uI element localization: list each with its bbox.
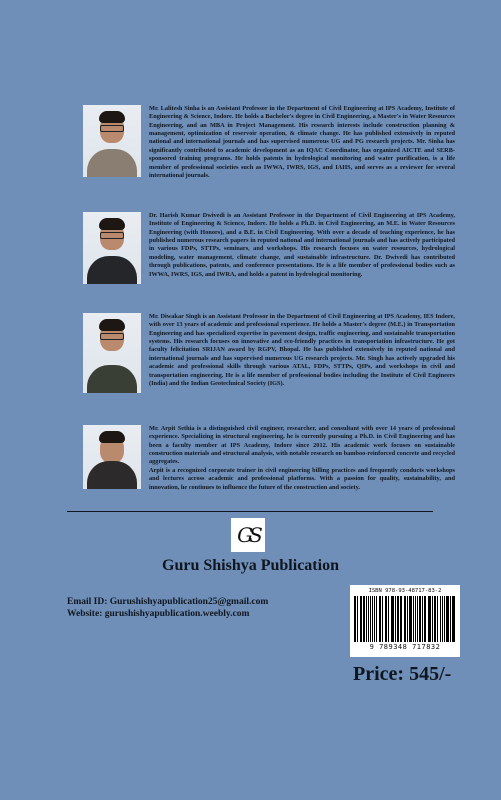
barcode-bar xyxy=(386,596,387,642)
barcode-bar xyxy=(382,596,384,642)
barcode-bar xyxy=(392,596,393,642)
barcode-bar xyxy=(400,596,402,642)
barcode-bar xyxy=(370,596,371,642)
barcode-bar xyxy=(357,596,358,642)
author-bio-harish-kumar-dwivedi xyxy=(83,212,455,284)
publisher-email: Email ID: Gurushishyapublication25@gmail.com xyxy=(67,597,269,607)
barcode-bars xyxy=(354,596,456,642)
barcode-bar xyxy=(454,596,455,642)
barcode-bar xyxy=(411,596,412,642)
barcode-bar xyxy=(448,596,449,642)
author-photo-lalitesh-sinha xyxy=(83,105,141,177)
price: Price: 545/- xyxy=(353,663,452,685)
barcode-bar xyxy=(437,596,438,642)
barcode-bar xyxy=(405,596,406,642)
barcode-bar xyxy=(424,596,425,642)
barcode-bar xyxy=(398,596,399,642)
author-bio-text-continued: Arpit is a recognized corporate trainer in civil engineering billing practices and frequently conducts workshops and lectures across academic and professional platforms. With a passion for quality, sustainability, and innovation, he continues to influence the future of the construction and society. xyxy=(149,466,455,491)
publisher-contact xyxy=(67,596,268,621)
barcode-bar xyxy=(435,596,436,642)
barcode-bar xyxy=(413,596,414,642)
section-divider xyxy=(67,511,433,512)
barcode-bar xyxy=(425,596,426,642)
barcode-bar xyxy=(361,596,362,642)
author-photo-arpit-sethia xyxy=(83,425,141,489)
author-bio-text: Mr. Arpit Sethia is a distinguished civil engineer, researcher, and consultant with over 14 years of professional experience. Specializing in structural engineering, he is currently pursuing a Ph.D. in Civil Engineering and has been a faculty member at IPS Academy, Indore since 2012. His academic work focuses on sustainable construction materials and structural analysis, with notable research on bamboo-reinforced concrete and recycled aggregates. xyxy=(149,425,455,466)
barcode-bar xyxy=(417,596,418,642)
publisher-logo: GS xyxy=(231,518,265,552)
author-bio-arpit-sethia xyxy=(83,425,455,492)
author-bio-text: Mr. Lalitesh Sinha is an Assistant Professor in the Department of Civil Engineering at IPS Academy, Institute of Engineering & Science, Indore. He holds a Bachelor's degree in Civil Engineering, a Master's in Water Resources Engineering, and an MBA in Project Management. His research interests include construction planning & management, optimization of reservoir operation, & climate change. He has published extensively in reputed national and international journals and has supervised numerous UG and PG research projects. Mr. Sinha has significantly contributed to academic development as an IQAC Coordinator, has organized AICTE and SERB-sponsored training programs. He holds patents in hydrological monitoring and water purification, is a life member of professional societies such as IWWA, IWRS, IGS, and IAHS, and serves as a reviewer for several international journals. xyxy=(149,105,455,179)
author-bio-text: Mr. Diwakar Singh is an Assistant Professor in the Department of Civil Engineering at IPS Academy, IES Indore, with over 13 years of academic and professional experience. He holds a Master's degree (M.E.) in Transportation Engineering and has specialized expertise in pavement design, traffic engineering, and sustainable transportation systems. His research focuses on innovative and eco-friendly practices in transportation infrastructure. He got faculty felicitation SRIJAN award by RGPV, Bhopal. He has published extensively in reputed national and international journals and has supervised numerous UG research projects. Mr. Singh has actively upgraded his academic and professional skills through various ATAL, FDPs, STTPs, QIPs, and workshops in civil and transportation engineering. He is a life member of professional bodies including the Institute of Civil Engineers (India) and the Indian Geotechnical Society (IGS). xyxy=(149,313,455,387)
publisher-name: Guru Shishya Publication xyxy=(162,557,339,574)
barcode-bar xyxy=(380,596,381,642)
isbn-label: ISBN 978-93-48717-83-2 xyxy=(368,588,442,594)
barcode-bar xyxy=(395,596,396,642)
author-photo-harish-kumar-dwivedi xyxy=(83,212,141,284)
barcode-bar xyxy=(363,596,365,642)
author-bio-lalitesh-sinha xyxy=(83,105,455,180)
barcode-bar xyxy=(432,596,433,642)
author-bio-diwakar-singh xyxy=(83,313,455,393)
isbn-barcode xyxy=(350,585,460,657)
barcode-bar xyxy=(429,596,430,642)
barcode-number: 9 789348 717832 xyxy=(369,643,441,651)
barcode-bar xyxy=(388,596,389,642)
barcode-bar xyxy=(374,596,375,642)
author-bio-text: Dr. Harish Kumar Dwivedi is an Assistant Professor in the Department of Civil Engineering at IPS Academy, Institute of Engineering & Science, Indore. He holds a Ph.D. in Civil Engineering, an M.E. in Water Resources Engineering (with Honors), and a B.E. in Civil Engineering. With over a decade of teaching experience, he has published numerous research papers in reputed national and international journals and has actively participated in various FDPs, STTPs, seminars, and workshops. His research focuses on water resources, hydrological modeling, water management, climate change, and sustainable infrastructure. Dr. Dwivedi has contributed through publications, patents, and conference presentations. He is a life member of professional bodies such as IWWA, IWRS, IGS, and IWRA, and holds a patent in hydrological monitoring. xyxy=(149,212,455,278)
barcode-bar xyxy=(444,596,445,642)
publisher-website: Website: gurushishyapublication.weebly.com xyxy=(67,609,250,620)
author-photo-diwakar-singh xyxy=(83,313,141,393)
barcode-bar xyxy=(407,596,408,642)
barcode-bar xyxy=(368,596,369,642)
barcode-bar xyxy=(450,596,451,642)
barcode-bar xyxy=(442,596,443,642)
barcode-bar xyxy=(376,596,377,642)
barcode-bar xyxy=(355,596,356,642)
barcode-bar xyxy=(419,596,421,642)
